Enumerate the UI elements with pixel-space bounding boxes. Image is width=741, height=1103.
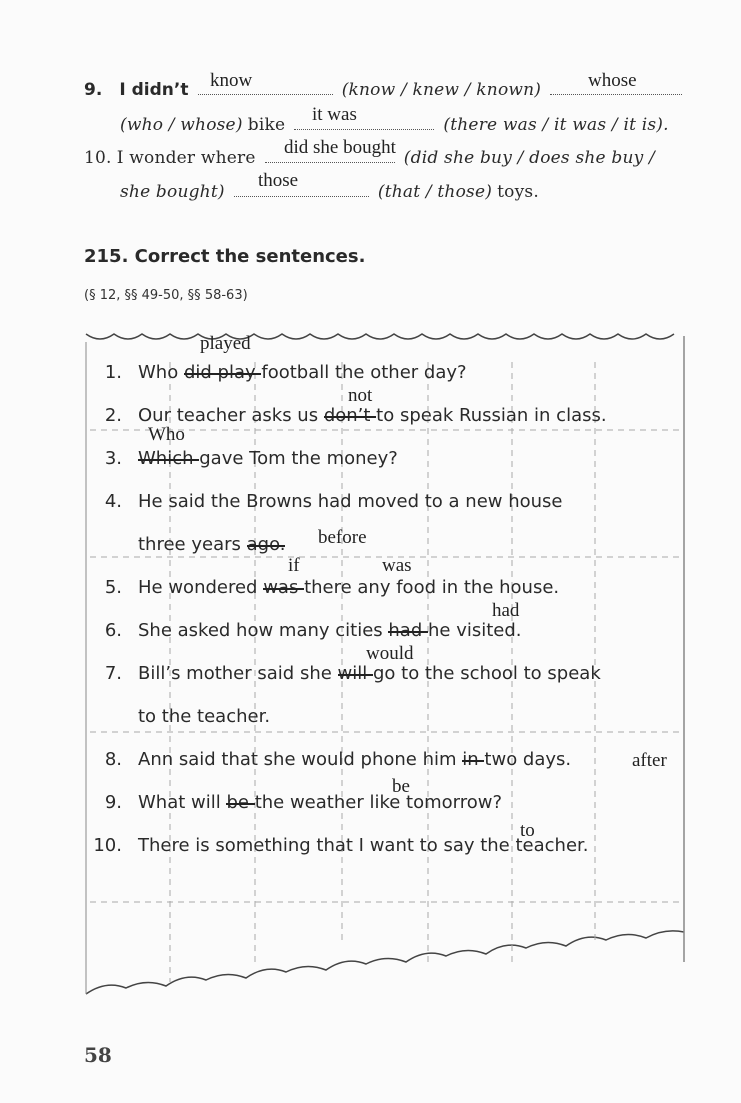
sentence-text: What will [138, 792, 227, 813]
sentence-number: 3. [104, 448, 122, 469]
sentence-row [138, 792, 502, 813]
item-9-options-1: (know / knew / known) [341, 80, 542, 100]
sentence-text: to the teacher. [138, 706, 271, 727]
item-10-line-2 [120, 182, 539, 202]
blank-4 [265, 161, 395, 163]
sentence-row [138, 448, 398, 469]
struck-word: did play [183, 362, 262, 383]
sentence-number: 5. [104, 577, 122, 598]
sentence-row [138, 405, 607, 426]
sentence-text: go to the school to speak [372, 663, 601, 684]
blank-2 [550, 93, 682, 95]
sentence-number: 9. [104, 792, 122, 813]
item-10-options-1: (did she buy / does she buy / [403, 148, 655, 168]
sentence-number: 6. [104, 620, 122, 641]
struck-word: in [462, 749, 485, 770]
handwritten-correction: after [632, 750, 667, 771]
sentence-text: he visited. [427, 620, 522, 641]
item-9-options-2: (who / whose) [120, 115, 243, 135]
item-10-options-2: (that / those) [377, 182, 493, 202]
item-9-options-3: (there was / it was / it is). [443, 115, 669, 135]
sentence-text: Ann said that she would phone him [138, 749, 463, 770]
item-10-tail: toys. [497, 182, 539, 202]
answer-those: those [258, 170, 299, 191]
answer-it-was: it was [312, 104, 357, 125]
sentence-row [138, 577, 559, 598]
answer-know: know [210, 70, 253, 91]
sentence-text: He wondered [138, 577, 264, 598]
sentence-row [138, 620, 522, 641]
handwritten-correction: played [200, 333, 251, 354]
sentence-number: 2. [104, 405, 122, 426]
sentence-number: 10. [93, 835, 122, 856]
sentence-number: 4. [104, 491, 122, 512]
sentence-text: to speak Russian in class. [376, 405, 607, 426]
sentence-row [138, 362, 467, 383]
sentence-text: Bill’s mother said she [138, 663, 338, 684]
answer-whose: whose [588, 70, 637, 91]
struck-word: don’t [323, 405, 377, 426]
handwritten-correction: to [520, 820, 535, 841]
item-10-lead: I wonder where [116, 148, 256, 168]
sentence-text: gave Tom the money? [199, 448, 398, 469]
struck-word: be [226, 792, 255, 813]
sentence-text: three years [138, 534, 247, 555]
blank-5 [234, 195, 369, 197]
handwritten-correction: before [318, 527, 367, 548]
handwritten-correction: if [288, 555, 300, 576]
struck-word: will [337, 663, 373, 684]
sentence-row [138, 706, 270, 727]
blank-1 [198, 93, 333, 95]
sentence-row [138, 749, 571, 770]
sentence-row [138, 663, 601, 684]
sentence-text: There is something that I want to say the teacher. [138, 835, 589, 856]
torn-top-edge [86, 334, 674, 339]
sentence-text: Our teacher asks us [138, 405, 324, 426]
struck-word: was [263, 577, 305, 598]
handwritten-correction: was [382, 555, 412, 576]
item-10-options-1b: she bought) [120, 182, 225, 202]
handwritten-correction: Who [148, 424, 185, 445]
sentence-text: there any food in the house. [304, 577, 560, 598]
page-number: 58 [84, 1043, 112, 1067]
exercise-title: 215. Correct the sentences. [84, 246, 366, 267]
sentence-text: the weather like tomorrow? [254, 792, 503, 813]
sentence-row [138, 534, 285, 555]
handwritten-correction: had [492, 600, 520, 621]
sentence-row [138, 491, 563, 512]
item-9-line-2 [120, 115, 669, 135]
sentence-text: He said the Browns had moved to a new house [138, 491, 563, 512]
handwritten-correction: be [392, 776, 410, 797]
sentence-number: 1. [104, 362, 122, 383]
struck-word: had [388, 620, 428, 641]
handwritten-correction: not [348, 385, 373, 406]
sentence-text: two days. [484, 749, 572, 770]
exercise-references: (§ 12, §§ 49-50, §§ 58-63) [84, 288, 248, 303]
blank-3 [294, 128, 434, 130]
item-9-lead: I didn’t [119, 80, 189, 100]
item-9-number: 9. [84, 80, 103, 100]
sentence-text: football the other day? [261, 362, 467, 383]
item-10-number: 10. [84, 148, 112, 168]
sentence-text: Who [138, 362, 184, 383]
struck-word: ago. [246, 534, 286, 555]
torn-bottom-edge [86, 931, 684, 994]
struck-word: Which [138, 448, 200, 469]
sentence-text: She asked how many cities [138, 620, 389, 641]
item-9-mid: bike [247, 115, 286, 135]
handwritten-correction: would [366, 643, 414, 664]
answer-did-she-bought: did she bought [284, 137, 396, 158]
sentence-number: 7. [104, 663, 122, 684]
sentence-number: 8. [104, 749, 122, 770]
